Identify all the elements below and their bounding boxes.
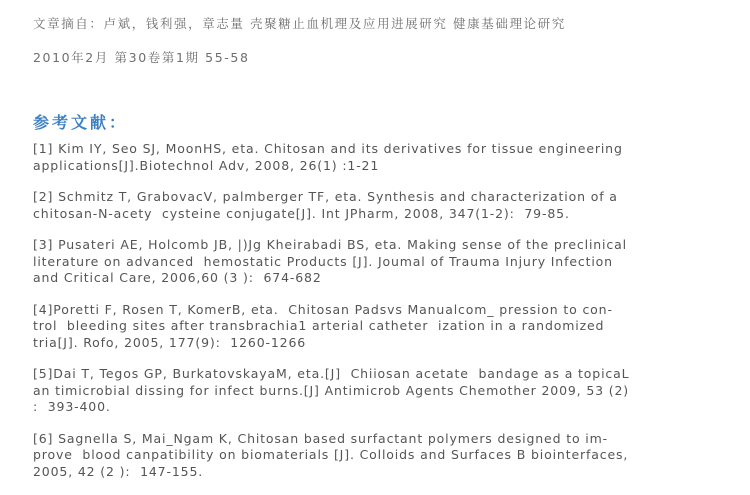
issue-info: 2010年2月 第30卷第1期 55-58 bbox=[33, 50, 250, 65]
reference-line: 2005, 42 (2 ): 147-155. bbox=[33, 463, 204, 479]
reference-item bbox=[33, 302, 723, 352]
reference-item bbox=[33, 237, 723, 287]
reference-line: [5]Dai T, Tegos GP, BurkatovskayaM, eta.[J] Chiiosan acetate bandage as a topicaL bbox=[33, 366, 630, 381]
reference-line: applications[J].Biotechnol Adv, 2008, 26(1) :1-21 bbox=[33, 157, 380, 173]
reference-line: chitosan-N-acety cysteine conjugate[J]. Int JPharm, 2008, 347(1-2): 79-85. bbox=[33, 205, 570, 221]
reference-line: prove blood canpatibility on biomaterials [J]. Colloids and Surfaces B biointerfaces, bbox=[33, 447, 629, 462]
reference-line: literature on advanced hemostatic Products [J]. Joumal of Trauma Injury Infection bbox=[33, 253, 613, 269]
reference-line: an timicrobial dissing for infect burns.[J] Antimicrob Agents Chemother 2009, 53 (2) bbox=[33, 382, 630, 398]
source-citation: 文章摘自：卢斌，钱利强，章志量 壳聚糖止血机理及应用进展研究 健康基础理论研究 bbox=[33, 16, 566, 31]
reference-item bbox=[33, 189, 723, 222]
reference-list bbox=[33, 141, 723, 495]
references-heading: 参考文献： bbox=[33, 113, 129, 132]
reference-line: and Critical Care, 2006,60 (3 ): 674-682 bbox=[33, 270, 322, 285]
reference-line: trol bleeding sites after transbrachia1 arterial catheter ization in a randomized bbox=[33, 318, 605, 333]
reference-line: [3] Pusateri AE, Holcomb JB, |)Jg Kheirabadi BS, eta. Making sense of the preclinical bbox=[33, 237, 627, 252]
reference-item bbox=[33, 141, 723, 174]
reference-line: : 393-400. bbox=[33, 399, 111, 414]
reference-line: [1] Kim IY, Seo SJ, MoonHS, eta. Chitosan and its derivatives for tissue engineering bbox=[33, 141, 623, 156]
reference-item bbox=[33, 431, 723, 481]
reference-line: [6] Sagnella S, Mai_Ngam K, Chitosan based surfactant polymers designed to im- bbox=[33, 430, 608, 446]
reference-line: tria[J]. Rofo, 2005, 177(9): 1260-1266 bbox=[33, 334, 307, 350]
reference-line: [2] Schmitz T, GrabovacV, palmberger TF, eta. Synthesis and characterization of a bbox=[33, 189, 618, 204]
reference-line: [4]Poretti F, Rosen T, KomerB, eta. Chitosan Padsvs Manualcom_ pression to con- bbox=[33, 301, 613, 317]
reference-item bbox=[33, 366, 723, 416]
